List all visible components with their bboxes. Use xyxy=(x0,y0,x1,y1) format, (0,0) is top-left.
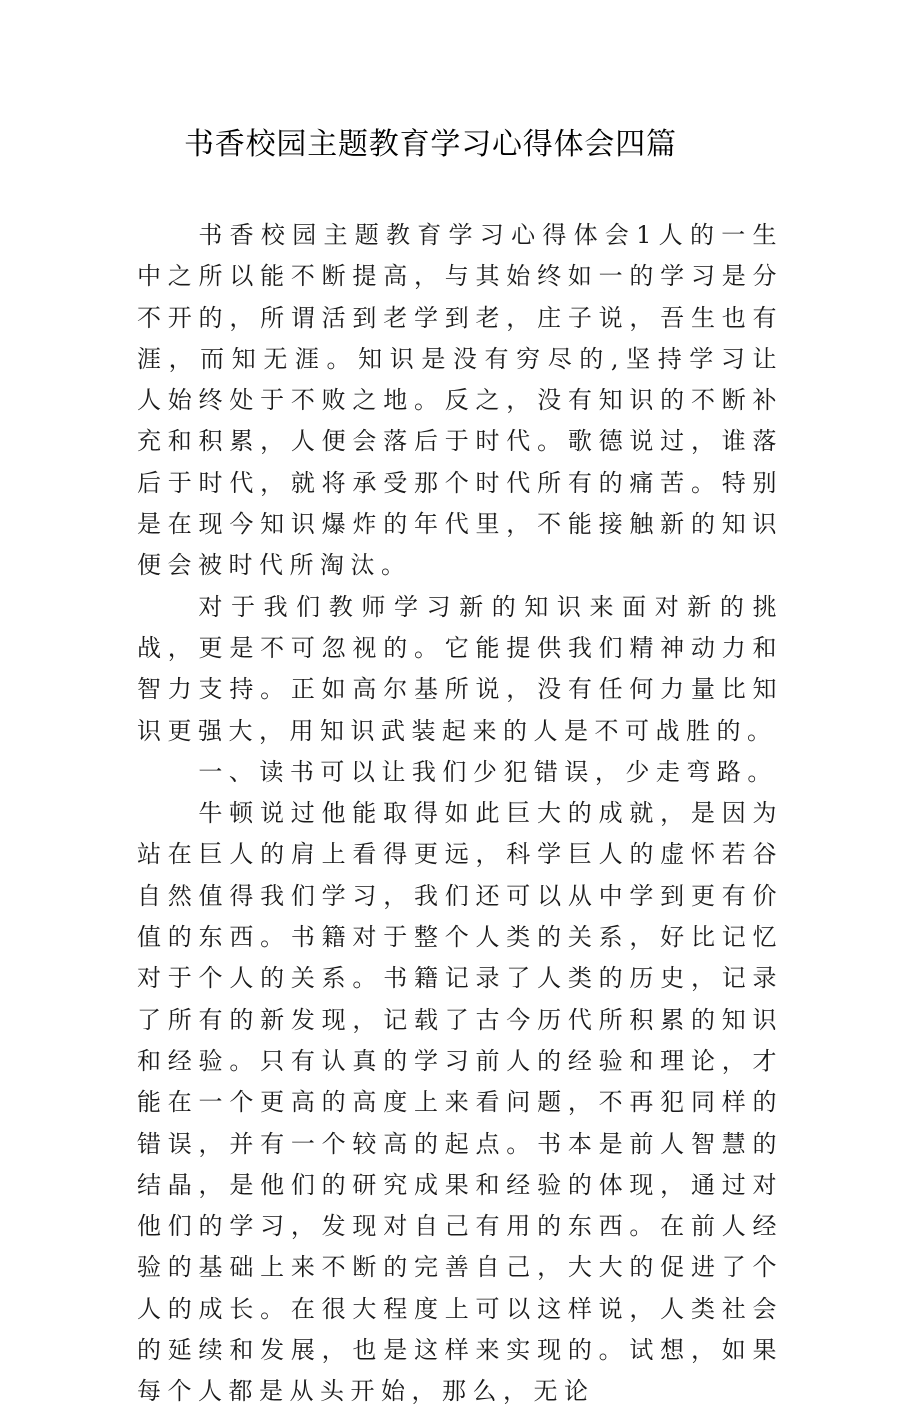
document-title: 书香校园主题教育学习心得体会四篇 xyxy=(184,127,677,162)
paragraph-teachers: 对于我们教师学习新的知识来面对新的挑战，更是不可忽视的。它能提供我们精神动力和智力支持。正如高尔基所说，没有任何力量比知识更强大，用知识武装起来的人是不可战胜的。 xyxy=(137,592,783,745)
paragraph-intro: 书香校园主题教育学习心得体会1人的一生中之所以能不断提高，与其始终如一的学习是分不开的，所谓活到老学到老，庄子说，吾生也有涯，而知无涯。知识是没有穷尽的,坚持学习让人始终处于不败之地。反之，没有知识的不断补充和积累，人便会落后于时代。歌德说过，谁落后于时代，就将承受那个时代所有的痛苦。特别是在现今知识爆炸的年代里，不能接触新的知识便会被时代所淘汰。 xyxy=(137,221,783,580)
document-body xyxy=(137,215,783,1413)
section-heading-1: 一、读书可以让我们少犯错误，少走弯路。 xyxy=(198,757,778,786)
paragraph-newton: 牛顿说过他能取得如此巨大的成就，是因为站在巨人的肩上看得更远，科学巨人的虚怀若谷自然值得我们学习，我们还可以从中学到更有价值的东西。书籍对于整个人类的关系，好比记忆对于个人的关系。书籍记录了人类的历史，记录了所有的新发现，记载了古今历代所积累的知识和经验。只有认真的学习前人的经验和理论，才能在一个更高的高度上来看问题，不再犯同样的错误，并有一个较高的起点。书本是前人智慧的结晶，是他们的研究成果和经验的体现，通过对他们的学习，发现对自己有用的东西。在前人经验的基础上来不断的完善自己，大大的促进了个人的成长。在很大程度上可以这样说，人类社会的延续和发展，也是这样来实现的。试想，如果每个人都是从头开始，那么，无论 xyxy=(137,799,783,1406)
